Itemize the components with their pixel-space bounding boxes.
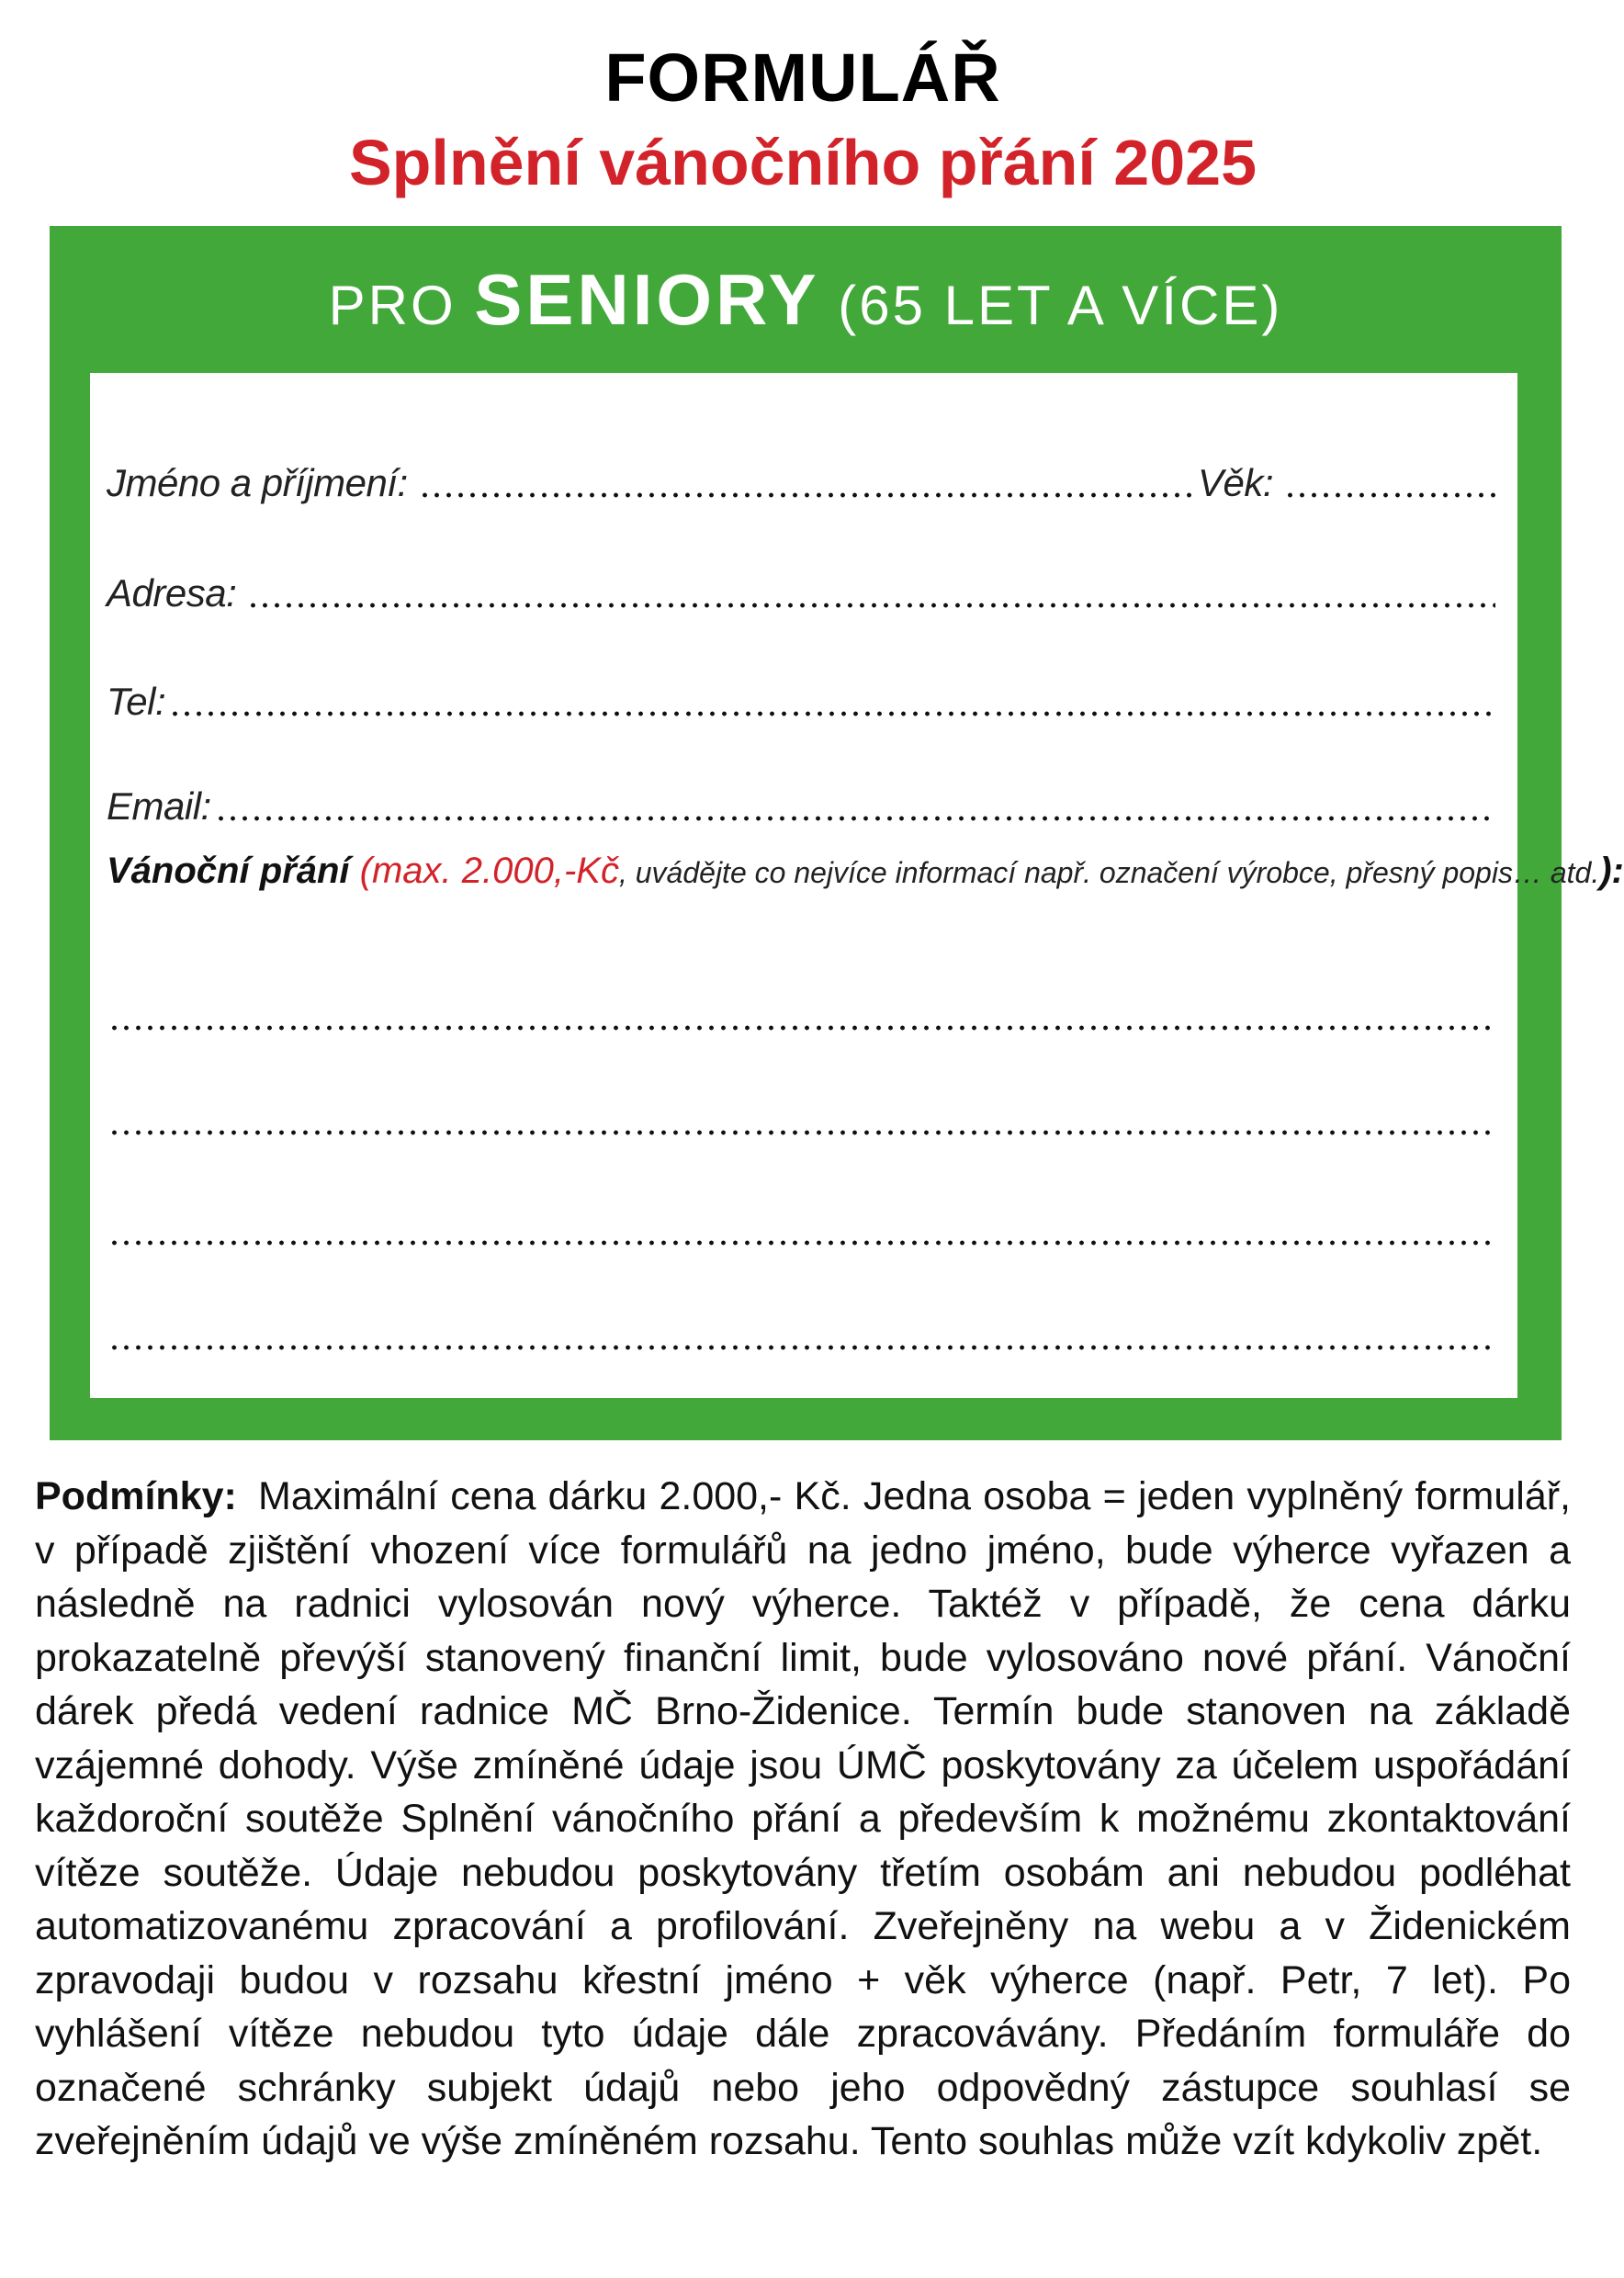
- form-title: FORMULÁŘ: [604, 39, 1001, 116]
- box-heading-suffix: (65 LET A VÍCE): [838, 275, 1283, 336]
- email-field[interactable]: [215, 816, 1495, 821]
- wish-limit: max. 2.000,-Kč: [371, 851, 619, 891]
- box-heading: [50, 259, 1562, 343]
- age-field[interactable]: [1284, 492, 1495, 498]
- phone-label: Tel:: [107, 680, 166, 723]
- phone-row: [107, 669, 1501, 724]
- address-field[interactable]: [247, 603, 1495, 608]
- wish-line-3[interactable]: [108, 1240, 1495, 1246]
- name-field[interactable]: [419, 492, 1192, 498]
- wish-open-paren: (: [359, 851, 372, 891]
- wish-close: ):: [1599, 851, 1624, 891]
- phone-field[interactable]: [169, 711, 1495, 716]
- wish-line-1[interactable]: [108, 1025, 1495, 1031]
- email-label: Email:: [107, 784, 211, 828]
- wish-hint: , uvádějte co nejvíce informací např. označení výrobce, přesný popis… atd.: [618, 856, 1600, 889]
- form-subtitle: Splnění vánočního přání 2025: [348, 127, 1257, 198]
- email-row: [107, 773, 1501, 829]
- conditions-paragraph: [35, 1470, 1571, 2169]
- form-fields-area: [90, 373, 1624, 1398]
- conditions-text: Maximální cena dárku 2.000,- Kč. Jedna osoba = jeden vyplněný formulář, v případě zjištění vhození více formulářů na jedno jméno, bude výherce vyřazen a následně na radnici vylosován nový výherce. Taktéž v případě, že cena dárku prokazatelně převýší stanovený finanční limit, bude vylosováno nové přání. Vánoční dárek předá vedení radnice MČ Brno-Židenice. Termín bude stanoven na základě vzájemné dohody. Výše zmíněné údaje jsou ÚMČ poskytovány za účelem uspořádání každoroční soutěže Splnění vánočního přání a především k možnému zkontaktování vítěze soutěže. Údaje nebudou poskytovány třetím osobám ani nebudou podléhat automatizovanému zpracování a profilování. Zveřejněny na webu a v Židenickém zpravodaji budou v rozsahu křestní jméno + věk výherce (např. Petr, 7 let). Po vyhlášení vítěze nebudou tyto údaje dále zpracovávány. Předáním formuláře do označené schránky subjekt údajů nebo jeho odpovědný zástupce souhlasí se zveřejněním údajů ve výše zmíněném rozsahu. Tento souhlas může vzít kdykoliv zpět.: [35, 1474, 1571, 2163]
- name-label: Jméno a příjmení:: [107, 461, 408, 504]
- wish-heading: [107, 851, 1624, 892]
- age-label: Věk:: [1197, 461, 1273, 504]
- wish-line-4[interactable]: [108, 1345, 1495, 1350]
- wish-label: Vánoční přání: [107, 851, 350, 891]
- box-heading-strong: SENIORY: [474, 259, 820, 340]
- senior-form-box: [50, 226, 1624, 1440]
- address-row: [107, 560, 1501, 615]
- conditions-label: Podmínky:: [35, 1474, 237, 1518]
- box-heading-prefix: PRO: [328, 275, 457, 336]
- name-row: [107, 450, 1501, 505]
- wish-line-2[interactable]: [108, 1130, 1495, 1135]
- address-label: Adresa:: [107, 571, 237, 615]
